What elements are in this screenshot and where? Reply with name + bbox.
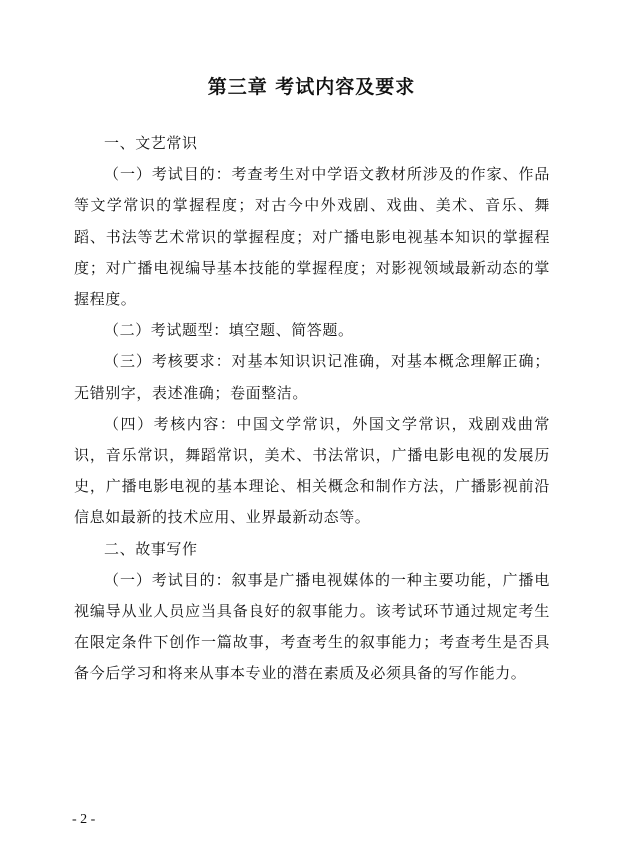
document-body xyxy=(74,128,550,690)
paragraph-exam-purpose: （一）考试目的：考查考生对中学语文教材所涉及的作家、作品等文学常识的掌握程度；对古今中外戏剧、戏曲、美术、音乐、舞蹈、书法等艺术常识的掌握程度；对广播电影电视基本知识的掌握程度；对广播电视编导基本技能的掌握程度；对影视领域最新动态的掌握程度。 xyxy=(74,165,550,309)
section-heading-story-writing: 二、故事写作 xyxy=(104,539,198,558)
paragraph-assessment-content: （四）考核内容：中国文学常识，外国文学常识，戏剧戏曲常识，音乐常识，舞蹈常识，美术、书法常识，广播电影电视的发展历史，广播电影电视的基本理论、相关概念和制作方法，广播影视前沿信息如最新的技术应用、业界最新动态等。 xyxy=(74,414,550,527)
chapter-title: 第三章 考试内容及要求 xyxy=(207,76,416,98)
paragraph-assessment-requirements: （三）考核要求：对基本知识识记准确，对基本概念理解正确；无错别字，表述准确；卷面整洁。 xyxy=(74,352,550,402)
section-heading-literary-knowledge: 一、文艺常识 xyxy=(104,134,198,152)
page-number: - 2 - xyxy=(72,812,96,827)
paragraph-story-exam-purpose: （一）考试目的：叙事是广播电视媒体的一种主要功能，广播电视编导从业人员应当具备良好的叙事能力。该考试环节通过规定考生在限定条件下创作一篇故事，考查考生的叙事能力；考查考生是否具备今后学习和将来从事本专业的潜在素质及必须具备的写作能力。 xyxy=(74,570,550,683)
paragraph-question-types: （二）考试题型：填空题、简答题。 xyxy=(104,321,354,340)
